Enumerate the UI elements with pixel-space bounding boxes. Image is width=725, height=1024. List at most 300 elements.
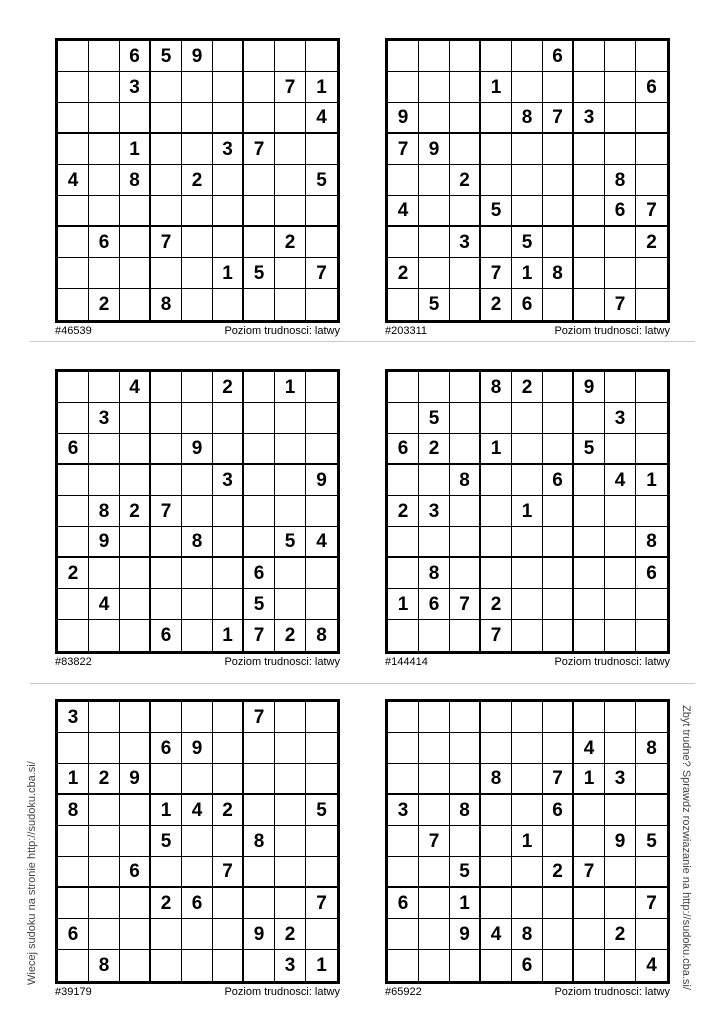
sudoku-digit: 6 (552, 799, 563, 821)
sudoku-cell (58, 403, 89, 434)
sudoku-cell (120, 134, 151, 165)
sudoku-cell (481, 589, 512, 620)
sudoku-digit: 7 (552, 768, 563, 789)
sudoku-cell (275, 465, 306, 496)
sudoku-cell (244, 72, 275, 103)
sudoku-cell (182, 764, 213, 795)
sudoku-digit: 6 (129, 45, 140, 67)
sudoku-digit: 9 (459, 923, 470, 945)
sudoku-cell (213, 620, 244, 651)
sudoku-cell (605, 950, 636, 981)
sudoku-cell (481, 702, 512, 733)
sudoku-cell (275, 496, 306, 527)
sudoku-cell (89, 134, 120, 165)
sudoku-cell (605, 857, 636, 888)
sudoku-digit: 2 (284, 231, 296, 253)
sudoku-digit: 8 (160, 294, 172, 315)
sudoku-cell (481, 227, 512, 258)
sudoku-digit: 5 (459, 861, 470, 882)
sudoku-cell (636, 826, 667, 857)
sudoku-cell (182, 919, 213, 950)
sudoku-digit: 9 (583, 376, 595, 398)
sudoku-cell (275, 950, 306, 981)
sudoku-cell (306, 950, 337, 981)
sudoku-cell (543, 403, 574, 434)
sudoku-cell (182, 589, 213, 620)
sudoku-digit: 4 (191, 799, 203, 821)
sudoku-digit: 5 (521, 231, 533, 253)
sudoku-digit: 8 (490, 768, 502, 789)
sudoku-digit: 1 (222, 262, 233, 284)
sudoku-cell (512, 733, 543, 764)
sudoku-cell (512, 950, 543, 981)
sudoku-cell (275, 434, 306, 465)
sudoku-cell (151, 950, 182, 981)
sudoku-cell (388, 496, 419, 527)
sudoku-cell (89, 795, 120, 826)
sudoku-cell (306, 795, 337, 826)
sudoku-cell (89, 41, 120, 72)
sudoku-digit: 8 (646, 737, 657, 759)
sudoku-cell (605, 403, 636, 434)
sudoku-cell (481, 764, 512, 795)
sudoku-cell (151, 733, 182, 764)
sudoku-cell (120, 795, 151, 826)
sudoku-cell (275, 795, 306, 826)
sudoku-cell (388, 227, 419, 258)
sudoku-digit: 5 (428, 294, 440, 315)
sudoku-cell (58, 826, 89, 857)
sudoku-digit: 1 (67, 768, 79, 789)
sudoku-cell (419, 403, 450, 434)
sudoku-cell (151, 196, 182, 227)
sudoku-cell (419, 826, 450, 857)
sudoku-cell (120, 403, 151, 434)
puzzle-footer (385, 655, 670, 671)
sudoku-cell (450, 41, 481, 72)
puzzle-footer (55, 985, 340, 1001)
sudoku-cell (481, 527, 512, 558)
sudoku-cell (605, 733, 636, 764)
sudoku-cell (450, 372, 481, 403)
sudoku-cell (182, 72, 213, 103)
sudoku-cell (58, 733, 89, 764)
sudoku-cell (244, 165, 275, 196)
sudoku-cell (182, 465, 213, 496)
sudoku-cell (388, 434, 419, 465)
sudoku-cell (481, 403, 512, 434)
sudoku-digit: 4 (316, 531, 327, 552)
sudoku-cell (481, 41, 512, 72)
sudoku-cell (605, 372, 636, 403)
sudoku-cell (574, 620, 605, 651)
puzzle-footer (385, 985, 670, 1001)
sudoku-cell (481, 134, 512, 165)
sudoku-cell (213, 227, 244, 258)
sudoku-cell (306, 372, 337, 403)
sudoku-cell (574, 41, 605, 72)
sudoku-cell (574, 403, 605, 434)
sudoku-cell (481, 857, 512, 888)
sudoku-cell (306, 258, 337, 289)
sudoku-digit: 2 (284, 625, 296, 646)
sudoku-cell (275, 733, 306, 764)
sudoku-cell (244, 826, 275, 857)
sudoku-cell (244, 527, 275, 558)
sudoku-cell (182, 196, 213, 227)
sudoku-cell (636, 888, 667, 919)
sudoku-cell (306, 589, 337, 620)
sudoku-grid (385, 38, 670, 323)
sudoku-cell (636, 403, 667, 434)
sudoku-cell (512, 857, 543, 888)
sudoku-cell (450, 103, 481, 134)
sudoku-cell (574, 465, 605, 496)
sudoku-cell (419, 919, 450, 950)
sudoku-cell (306, 196, 337, 227)
sudoku-cell (58, 888, 89, 919)
sudoku-cell (213, 72, 244, 103)
sudoku-digit: 3 (98, 407, 110, 429)
sudoku-cell (636, 103, 667, 134)
sudoku-cell (89, 103, 120, 134)
sudoku-cell (450, 857, 481, 888)
sudoku-cell (213, 465, 244, 496)
sudoku-cell (388, 527, 419, 558)
sudoku-cell (151, 589, 182, 620)
sudoku-cell (213, 826, 244, 857)
sudoku-cell (388, 134, 419, 165)
sudoku-cell (89, 620, 120, 651)
sudoku-digit: 4 (490, 923, 502, 945)
sudoku-cell (275, 372, 306, 403)
difficulty-label: Poziom trudnosci: latwy (554, 986, 670, 998)
sudoku-digit: 6 (67, 923, 79, 945)
sudoku-cell (58, 196, 89, 227)
sudoku-cell (151, 496, 182, 527)
sudoku-cell (120, 620, 151, 651)
sudoku-digit: 7 (253, 706, 265, 728)
sudoku-digit: 7 (160, 500, 172, 522)
sudoku-cell (481, 465, 512, 496)
sudoku-cell (605, 434, 636, 465)
sudoku-digit: 2 (397, 262, 409, 284)
sudoku-cell (182, 258, 213, 289)
sudoku-cell (120, 950, 151, 981)
sudoku-digit: 3 (67, 706, 79, 728)
sudoku-digit: 9 (98, 531, 110, 552)
sudoku-digit: 1 (521, 262, 533, 284)
sudoku-cell (89, 496, 120, 527)
sudoku-cell (481, 950, 512, 981)
sudoku-cell (213, 527, 244, 558)
sudoku-cell (213, 403, 244, 434)
sudoku-cell (275, 165, 306, 196)
sudoku-cell (574, 72, 605, 103)
sudoku-cell (213, 733, 244, 764)
sudoku-cell (151, 857, 182, 888)
sudoku-cell (306, 857, 337, 888)
sudoku-cell (213, 41, 244, 72)
sudoku-cell (120, 558, 151, 589)
sudoku-cell (58, 558, 89, 589)
sudoku-digit: 6 (67, 438, 79, 459)
sudoku-cell (388, 764, 419, 795)
sudoku-cell (419, 795, 450, 826)
sudoku-digit: 5 (646, 830, 657, 852)
sudoku-cell (151, 527, 182, 558)
sudoku-cell (543, 103, 574, 134)
sudoku-cell (543, 41, 574, 72)
sudoku-cell (58, 72, 89, 103)
sudoku-cell (89, 465, 120, 496)
sudoku-cell (512, 826, 543, 857)
sudoku-cell (450, 227, 481, 258)
sudoku-digit: 3 (222, 469, 233, 491)
sudoku-digit: 1 (459, 892, 470, 914)
sudoku-cell (306, 434, 337, 465)
sudoku-cell (605, 589, 636, 620)
sudoku-cell (306, 165, 337, 196)
sudoku-cell (419, 165, 450, 196)
sudoku-grid (385, 369, 670, 654)
sudoku-digit: 8 (459, 799, 470, 821)
difficulty-label: Poziom trudnosci: latwy (554, 656, 670, 668)
sudoku-cell (543, 434, 574, 465)
sudoku-cell (120, 919, 151, 950)
sudoku-cell (605, 496, 636, 527)
sudoku-cell (512, 103, 543, 134)
sudoku-cell (574, 795, 605, 826)
sudoku-cell (89, 434, 120, 465)
sudoku-cell (419, 857, 450, 888)
sudoku-cell (450, 950, 481, 981)
sudoku-cell (182, 289, 213, 320)
sudoku-cell (605, 72, 636, 103)
sudoku-cell (512, 702, 543, 733)
sudoku-cell (419, 289, 450, 320)
sudoku-cell (213, 950, 244, 981)
sudoku-digit: 3 (284, 955, 296, 976)
sudoku-cell (450, 620, 481, 651)
sudoku-cell (182, 620, 213, 651)
sudoku-digit: 3 (614, 768, 626, 789)
sudoku-cell (450, 496, 481, 527)
sudoku-cell (151, 465, 182, 496)
sudoku-cell (89, 196, 120, 227)
sudoku-cell (636, 764, 667, 795)
sudoku-digit: 1 (646, 469, 657, 491)
sudoku-cell (275, 857, 306, 888)
sudoku-cell (450, 134, 481, 165)
sudoku-cell (306, 558, 337, 589)
sudoku-cell (450, 733, 481, 764)
puzzle-id: #65922 (385, 986, 422, 998)
sudoku-cell (388, 465, 419, 496)
sudoku-digit: 3 (222, 138, 233, 160)
sudoku-cell (419, 258, 450, 289)
sudoku-digit: 3 (614, 407, 626, 429)
sudoku-cell (574, 196, 605, 227)
sudoku-cell (120, 496, 151, 527)
sudoku-cell (120, 888, 151, 919)
sudoku-cell (574, 434, 605, 465)
sudoku-cell (120, 41, 151, 72)
sudoku-cell (636, 134, 667, 165)
sudoku-digit: 9 (253, 923, 265, 945)
sudoku-cell (388, 919, 419, 950)
sudoku-cell (89, 950, 120, 981)
puzzle-footer (385, 324, 670, 340)
sudoku-digit: 3 (397, 799, 409, 821)
sudoku-cell (388, 795, 419, 826)
sudoku-digit: 4 (583, 737, 595, 759)
sudoku-cell (543, 134, 574, 165)
sudoku-cell (89, 764, 120, 795)
sudoku-digit: 2 (222, 799, 233, 821)
sudoku-digit: 9 (614, 830, 626, 852)
sudoku-cell (58, 795, 89, 826)
sudoku-cell (182, 372, 213, 403)
sudoku-cell (275, 72, 306, 103)
sudoku-cell (543, 620, 574, 651)
sudoku-cell (58, 372, 89, 403)
sudoku-cell (58, 165, 89, 196)
sudoku-cell (213, 258, 244, 289)
sudoku-cell (244, 795, 275, 826)
sudoku-cell (306, 496, 337, 527)
sudoku-digit: 5 (316, 799, 327, 821)
sudoku-cell (605, 888, 636, 919)
sudoku-cell (275, 558, 306, 589)
sudoku-cell (58, 41, 89, 72)
sudoku-cell (605, 103, 636, 134)
sudoku-digit: 2 (490, 593, 502, 615)
sudoku-cell (543, 227, 574, 258)
sudoku-digit: 2 (222, 376, 233, 398)
puzzle-footer (55, 324, 340, 340)
sudoku-cell (58, 857, 89, 888)
sudoku-digit: 6 (253, 562, 265, 584)
sudoku-cell (636, 795, 667, 826)
sudoku-cell (481, 289, 512, 320)
sudoku-cell (574, 733, 605, 764)
sudoku-cell (306, 134, 337, 165)
sudoku-cell (605, 764, 636, 795)
puzzle-id: #144414 (385, 656, 428, 668)
sudoku-cell (213, 289, 244, 320)
sudoku-cell (89, 589, 120, 620)
sudoku-cell (605, 620, 636, 651)
sudoku-cell (182, 826, 213, 857)
sudoku-digit: 2 (284, 923, 296, 945)
sudoku-cell (512, 434, 543, 465)
sudoku-digit: 7 (646, 200, 657, 221)
sudoku-cell (388, 165, 419, 196)
sudoku-grid (55, 38, 340, 323)
sudoku-cell (58, 227, 89, 258)
sudoku-digit: 1 (284, 376, 296, 398)
sudoku-digit: 1 (316, 955, 327, 976)
sudoku-digit: 2 (160, 892, 172, 914)
sudoku-cell (244, 857, 275, 888)
sudoku-cell (481, 196, 512, 227)
sudoku-cell (275, 620, 306, 651)
sudoku-cell (450, 258, 481, 289)
sudoku-cell (481, 795, 512, 826)
sudoku-cell (636, 372, 667, 403)
sudoku-cell (275, 403, 306, 434)
sudoku-digit: 5 (284, 531, 296, 552)
sudoku-cell (636, 857, 667, 888)
sudoku-cell (512, 496, 543, 527)
sudoku-cell (58, 764, 89, 795)
sudoku-cell (543, 857, 574, 888)
sudoku-digit: 1 (490, 438, 502, 459)
sudoku-cell (636, 496, 667, 527)
sudoku-cell (306, 465, 337, 496)
sudoku-cell (244, 227, 275, 258)
difficulty-label: Poziom trudnosci: latwy (554, 325, 670, 337)
sudoku-digit: 7 (552, 107, 563, 128)
sudoku-cell (58, 258, 89, 289)
sudoku-cell (481, 372, 512, 403)
sudoku-digit: 2 (67, 562, 79, 584)
sudoku-cell (605, 41, 636, 72)
sudoku-cell (244, 289, 275, 320)
sudoku-digit: 2 (646, 231, 657, 253)
sudoku-cell (89, 289, 120, 320)
sudoku-cell (450, 72, 481, 103)
sudoku-cell (605, 702, 636, 733)
sudoku-cell (636, 258, 667, 289)
sudoku-cell (244, 950, 275, 981)
sudoku-cell (419, 733, 450, 764)
sudoku-cell (543, 589, 574, 620)
sudoku-cell (450, 403, 481, 434)
sudoku-cell (543, 888, 574, 919)
sudoku-cell (120, 227, 151, 258)
sudoku-cell (574, 764, 605, 795)
sudoku-cell (481, 258, 512, 289)
sudoku-grid (55, 699, 340, 984)
sudoku-cell (419, 888, 450, 919)
sudoku-cell (244, 465, 275, 496)
sudoku-cell (120, 434, 151, 465)
sudoku-cell (574, 589, 605, 620)
sudoku-digit: 8 (490, 376, 502, 398)
sudoku-digit: 2 (397, 500, 409, 522)
sudoku-digit: 9 (191, 45, 203, 67)
sudoku-cell (275, 589, 306, 620)
sudoku-cell (89, 258, 120, 289)
sudoku-cell (89, 888, 120, 919)
sudoku-cell (636, 41, 667, 72)
side-note-right: Zbyt trudne? Sprawdz rozwiazanie na http://sudoku.cba.si/ (680, 705, 692, 990)
sudoku-cell (213, 919, 244, 950)
sudoku-cell (419, 434, 450, 465)
sudoku-cell (574, 919, 605, 950)
sudoku-cell (275, 826, 306, 857)
sudoku-cell (213, 857, 244, 888)
sudoku-cell (543, 764, 574, 795)
sudoku-cell (151, 795, 182, 826)
sudoku-digit: 6 (646, 562, 657, 584)
difficulty-label: Poziom trudnosci: latwy (224, 986, 340, 998)
sudoku-cell (151, 289, 182, 320)
sudoku-cell (58, 620, 89, 651)
sudoku-cell (213, 888, 244, 919)
